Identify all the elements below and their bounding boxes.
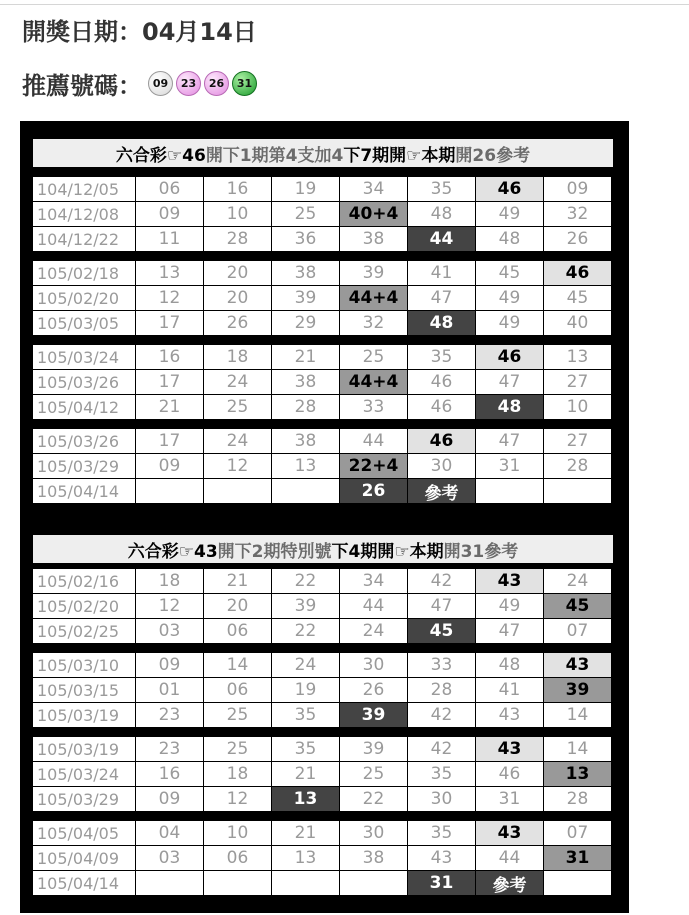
number-cell: 38 <box>272 429 339 453</box>
number-cell: 35 <box>272 737 339 761</box>
number-cell: 13 <box>272 846 339 870</box>
number-cell: 48 <box>476 395 543 419</box>
table-row <box>33 762 613 786</box>
table-row <box>33 737 613 761</box>
number-cell: 17 <box>136 429 203 453</box>
number-cell: 30 <box>408 454 475 478</box>
number-cell: 20 <box>204 286 271 310</box>
number-cell: 11 <box>136 227 203 251</box>
table-row <box>33 227 613 251</box>
number-cell: 26 <box>204 311 271 335</box>
number-cell: 23 <box>136 737 203 761</box>
number-cell: 46 <box>476 762 543 786</box>
number-cell: 34 <box>340 177 407 201</box>
number-cell: 22 <box>272 619 339 643</box>
lottery-ball: 31 <box>232 71 257 96</box>
number-cell: 12 <box>136 594 203 618</box>
draw-date-cell: 105/03/24 <box>33 762 135 786</box>
number-cell: 03 <box>136 846 203 870</box>
number-cell: 25 <box>340 345 407 369</box>
number-cell: 13 <box>272 787 339 811</box>
table-row <box>33 846 613 870</box>
number-cell: 27 <box>544 370 611 394</box>
table-row <box>33 678 613 702</box>
number-cell: 35 <box>408 177 475 201</box>
number-cell: 19 <box>272 177 339 201</box>
number-cell: 26 <box>340 479 407 503</box>
number-cell: 47 <box>408 286 475 310</box>
number-cell: 31 <box>544 846 611 870</box>
number-cell: 07 <box>544 619 611 643</box>
number-cell: 09 <box>136 454 203 478</box>
number-cell: 45 <box>408 619 475 643</box>
number-cell: 31 <box>476 454 543 478</box>
number-cell: 14 <box>204 653 271 677</box>
number-cell: 12 <box>136 286 203 310</box>
number-cell: 38 <box>340 846 407 870</box>
number-cell: 07 <box>544 821 611 845</box>
number-cell: 21 <box>272 345 339 369</box>
reference-cell: 參考 <box>408 479 475 503</box>
draw-date-cell: 105/03/15 <box>33 678 135 702</box>
table-row <box>33 395 613 419</box>
number-cell: 10 <box>544 395 611 419</box>
section-title-part: 開下1期 <box>205 145 269 166</box>
number-cell: 39 <box>544 678 611 702</box>
number-cell <box>136 479 203 503</box>
number-cell: 16 <box>136 762 203 786</box>
number-cell: 48 <box>476 227 543 251</box>
number-cell: 24 <box>544 569 611 593</box>
recommended-balls <box>148 71 260 96</box>
number-cell: 38 <box>340 227 407 251</box>
number-cell: 23 <box>136 703 203 727</box>
number-cell: 18 <box>204 762 271 786</box>
number-cell: 13 <box>544 762 611 786</box>
number-cell: 25 <box>340 762 407 786</box>
draw-date-value: 04月14日 <box>142 18 257 46</box>
number-cell: 30 <box>340 653 407 677</box>
number-cell: 30 <box>340 821 407 845</box>
draw-date-cell: 105/03/24 <box>33 345 135 369</box>
number-cell: 06 <box>204 619 271 643</box>
number-cell: 13 <box>272 454 339 478</box>
number-cell: 39 <box>272 594 339 618</box>
number-cell: 26 <box>340 678 407 702</box>
number-cell: 43 <box>476 821 543 845</box>
number-cell: 44 <box>340 429 407 453</box>
number-cell: 39 <box>272 286 339 310</box>
number-cell: 35 <box>408 345 475 369</box>
section-title-part: 六合彩☞43 <box>127 541 218 562</box>
number-cell: 49 <box>476 311 543 335</box>
number-cell: 46 <box>544 261 611 285</box>
number-cell: 21 <box>204 569 271 593</box>
result-group <box>33 653 613 727</box>
number-cell: 47 <box>408 594 475 618</box>
section-title-part: 開26參考 <box>455 145 531 166</box>
number-cell: 40 <box>544 311 611 335</box>
draw-date-cell: 105/02/20 <box>33 594 135 618</box>
lottery-ball: 26 <box>204 71 229 96</box>
number-cell: 49 <box>476 202 543 226</box>
section-title <box>33 139 613 167</box>
result-group <box>33 345 613 419</box>
number-cell: 46 <box>408 395 475 419</box>
table-row <box>33 653 613 677</box>
table-row <box>33 429 613 453</box>
table-row <box>33 454 613 478</box>
number-cell: 21 <box>136 395 203 419</box>
number-cell: 27 <box>544 429 611 453</box>
number-cell: 10 <box>204 821 271 845</box>
number-cell: 44+4 <box>340 370 407 394</box>
number-cell: 28 <box>544 787 611 811</box>
section-title-part: 開下2期 <box>217 541 281 562</box>
recommend-heading <box>22 66 260 101</box>
draw-date-cell: 104/12/05 <box>33 177 135 201</box>
number-cell: 45 <box>476 261 543 285</box>
section-title-part: 開31參考 <box>443 541 519 562</box>
number-cell: 04 <box>136 821 203 845</box>
number-cell: 43 <box>476 737 543 761</box>
number-cell: 44 <box>476 846 543 870</box>
number-cell: 20 <box>204 594 271 618</box>
number-cell: 25 <box>204 395 271 419</box>
draw-date-cell: 105/04/14 <box>33 871 135 895</box>
draw-date-cell: 105/04/14 <box>33 479 135 503</box>
number-cell: 38 <box>272 261 339 285</box>
number-cell: 01 <box>136 678 203 702</box>
result-group <box>33 261 613 335</box>
section-title <box>33 535 613 563</box>
number-cell: 20 <box>204 261 271 285</box>
number-cell: 42 <box>408 737 475 761</box>
number-cell: 24 <box>204 370 271 394</box>
section-title-part: 下7期開☞本期 <box>343 145 456 166</box>
number-cell: 35 <box>408 762 475 786</box>
number-cell: 36 <box>272 227 339 251</box>
number-cell: 45 <box>544 594 611 618</box>
number-cell: 31 <box>408 871 475 895</box>
table-row <box>33 202 613 226</box>
results-board <box>20 121 629 913</box>
number-cell: 47 <box>476 370 543 394</box>
number-cell: 09 <box>136 202 203 226</box>
number-cell: 09 <box>544 177 611 201</box>
table-row <box>33 177 613 201</box>
number-cell: 21 <box>272 762 339 786</box>
table-row <box>33 311 613 335</box>
draw-date-cell: 105/03/19 <box>33 737 135 761</box>
result-group <box>33 737 613 811</box>
number-cell: 21 <box>272 821 339 845</box>
number-cell: 18 <box>136 569 203 593</box>
table-row <box>33 703 613 727</box>
draw-date-cell: 105/03/05 <box>33 311 135 335</box>
number-cell <box>544 479 611 503</box>
draw-date-cell: 105/03/26 <box>33 429 135 453</box>
section-title-part: 六合彩☞46 <box>115 145 206 166</box>
number-cell: 41 <box>476 678 543 702</box>
number-cell: 46 <box>408 370 475 394</box>
number-cell: 25 <box>272 202 339 226</box>
number-cell: 38 <box>272 370 339 394</box>
draw-date-cell: 105/02/16 <box>33 569 135 593</box>
number-cell: 14 <box>544 737 611 761</box>
number-cell: 22 <box>340 787 407 811</box>
number-cell: 32 <box>544 202 611 226</box>
number-cell: 22+4 <box>340 454 407 478</box>
number-cell: 28 <box>204 227 271 251</box>
draw-date-cell: 105/03/29 <box>33 454 135 478</box>
number-cell: 48 <box>408 202 475 226</box>
draw-date-cell: 105/03/10 <box>33 653 135 677</box>
number-cell: 28 <box>544 454 611 478</box>
lottery-ball: 23 <box>176 71 201 96</box>
draw-date-cell: 105/04/05 <box>33 821 135 845</box>
number-cell: 39 <box>340 261 407 285</box>
table-row <box>33 261 613 285</box>
draw-date-cell: 104/12/08 <box>33 202 135 226</box>
number-cell: 44+4 <box>340 286 407 310</box>
number-cell <box>476 479 543 503</box>
table-row <box>33 569 613 593</box>
number-cell: 26 <box>544 227 611 251</box>
number-cell: 43 <box>408 846 475 870</box>
number-cell: 46 <box>476 177 543 201</box>
draw-date-cell: 105/02/18 <box>33 261 135 285</box>
number-cell: 16 <box>204 177 271 201</box>
number-cell: 09 <box>136 653 203 677</box>
table-row <box>33 345 613 369</box>
number-cell: 48 <box>408 311 475 335</box>
number-cell: 40+4 <box>340 202 407 226</box>
result-group <box>33 177 613 251</box>
number-cell: 06 <box>204 678 271 702</box>
number-cell: 03 <box>136 619 203 643</box>
draw-date-cell: 105/02/25 <box>33 619 135 643</box>
table-row <box>33 594 613 618</box>
table-row <box>33 619 613 643</box>
number-cell: 25 <box>204 703 271 727</box>
number-cell: 13 <box>544 345 611 369</box>
number-cell <box>204 479 271 503</box>
number-cell: 19 <box>272 678 339 702</box>
number-cell: 24 <box>340 619 407 643</box>
number-cell: 10 <box>204 202 271 226</box>
draw-date-cell: 105/03/26 <box>33 370 135 394</box>
number-cell: 32 <box>340 311 407 335</box>
number-cell: 28 <box>408 678 475 702</box>
number-cell: 47 <box>476 429 543 453</box>
number-cell: 46 <box>408 429 475 453</box>
number-cell: 16 <box>136 345 203 369</box>
number-cell <box>136 871 203 895</box>
draw-date-cell: 105/04/12 <box>33 395 135 419</box>
table-row <box>33 479 613 503</box>
number-cell: 18 <box>204 345 271 369</box>
number-cell: 13 <box>136 261 203 285</box>
number-cell: 44 <box>340 594 407 618</box>
top-divider <box>0 0 689 5</box>
number-cell: 35 <box>408 821 475 845</box>
number-cell <box>544 871 611 895</box>
number-cell: 44 <box>408 227 475 251</box>
number-cell: 47 <box>476 619 543 643</box>
result-group <box>33 429 613 503</box>
number-cell: 34 <box>340 569 407 593</box>
table-row <box>33 787 613 811</box>
number-cell: 43 <box>476 569 543 593</box>
number-cell: 43 <box>476 703 543 727</box>
draw-date-label: 開獎日期： <box>22 18 142 46</box>
number-cell: 12 <box>204 787 271 811</box>
number-cell: 14 <box>544 703 611 727</box>
number-cell: 12 <box>204 454 271 478</box>
number-cell: 09 <box>136 787 203 811</box>
number-cell: 39 <box>340 703 407 727</box>
number-cell: 30 <box>408 787 475 811</box>
section-title-part: 第4支加4 <box>268 145 344 166</box>
lottery-ball: 09 <box>148 71 173 96</box>
number-cell: 42 <box>408 703 475 727</box>
table-row <box>33 286 613 310</box>
reference-cell: 參考 <box>476 871 543 895</box>
number-cell: 24 <box>204 429 271 453</box>
number-cell <box>272 871 339 895</box>
number-cell: 41 <box>408 261 475 285</box>
draw-date-cell: 105/02/20 <box>33 286 135 310</box>
result-group <box>33 569 613 643</box>
table-row <box>33 370 613 394</box>
draw-date-cell: 105/04/09 <box>33 846 135 870</box>
number-cell <box>204 871 271 895</box>
number-cell: 49 <box>476 594 543 618</box>
result-group <box>33 821 613 895</box>
number-cell: 33 <box>408 653 475 677</box>
number-cell <box>272 479 339 503</box>
number-cell <box>340 871 407 895</box>
number-cell: 49 <box>476 286 543 310</box>
table-row <box>33 871 613 895</box>
number-cell: 46 <box>476 345 543 369</box>
number-cell: 42 <box>408 569 475 593</box>
number-cell: 17 <box>136 311 203 335</box>
number-cell: 06 <box>136 177 203 201</box>
number-cell: 39 <box>340 737 407 761</box>
number-cell: 45 <box>544 286 611 310</box>
number-cell: 24 <box>272 653 339 677</box>
draw-date-cell: 104/12/22 <box>33 227 135 251</box>
section-title-part: 特別號 <box>280 541 332 562</box>
draw-date-heading <box>22 12 257 47</box>
number-cell: 33 <box>340 395 407 419</box>
section-title-part: 下4期開☞本期 <box>331 541 444 562</box>
number-cell: 31 <box>476 787 543 811</box>
draw-date-cell: 105/03/29 <box>33 787 135 811</box>
number-cell: 43 <box>544 653 611 677</box>
number-cell: 48 <box>476 653 543 677</box>
draw-date-cell: 105/03/19 <box>33 703 135 727</box>
number-cell: 25 <box>204 737 271 761</box>
number-cell: 29 <box>272 311 339 335</box>
number-cell: 22 <box>272 569 339 593</box>
number-cell: 17 <box>136 370 203 394</box>
number-cell: 28 <box>272 395 339 419</box>
recommend-label: 推薦號碼： <box>22 72 142 100</box>
number-cell: 06 <box>204 846 271 870</box>
number-cell: 35 <box>272 703 339 727</box>
table-row <box>33 821 613 845</box>
